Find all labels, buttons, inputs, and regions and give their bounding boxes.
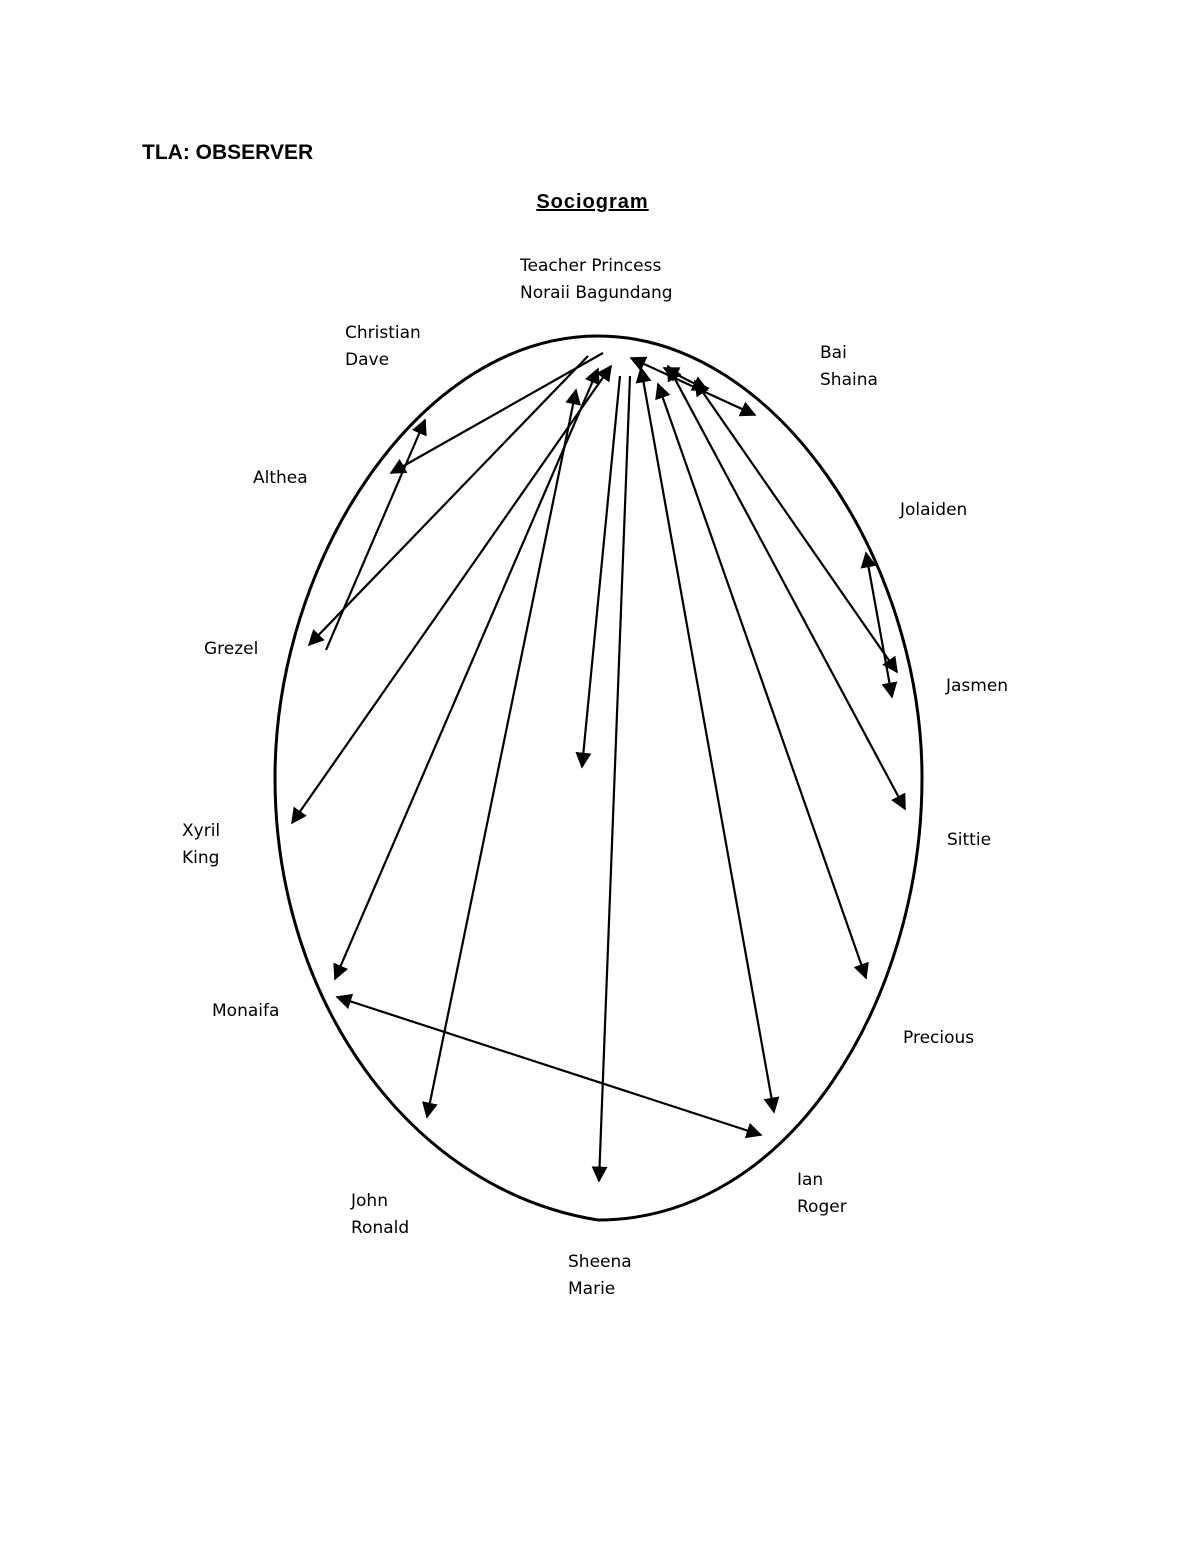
node-grezel: [204, 636, 258, 663]
arrow-teacher-precious: [658, 384, 866, 978]
node-bai: [820, 340, 878, 394]
arrow-teacher-xyril: [292, 366, 611, 823]
node-label-line: Ian: [797, 1170, 824, 1190]
node-label-line: Althea: [253, 468, 308, 488]
arrow-teacher-sheena: [599, 376, 630, 1181]
node-label-line: Shaina: [820, 370, 878, 390]
arrow-jolaiden-jasmen: [866, 553, 892, 697]
node-jasmen: [946, 673, 1008, 700]
node-label-line: Christian: [345, 323, 421, 343]
node-label-line: Sheena: [568, 1252, 632, 1272]
node-label-line: Noraii Bagundang: [520, 283, 673, 303]
node-monaifa: [212, 998, 279, 1025]
node-label-line: Bai: [820, 343, 847, 363]
document-heading: TLA: OBSERVER: [142, 141, 314, 164]
node-xyril: [182, 818, 220, 872]
node-label-line: Teacher Princess: [520, 256, 662, 276]
arrow-teacher-jasmen: [695, 381, 897, 672]
arrow-althea-grezel: [326, 420, 425, 650]
node-label-line: Jolaiden: [900, 500, 968, 520]
node-john: [351, 1188, 409, 1242]
arrow-teacher-grezel: [309, 356, 588, 645]
diagram-title: Sociogram: [536, 191, 649, 213]
arrow-teacher-center: [582, 376, 620, 767]
node-label-line: Sittie: [947, 830, 992, 850]
node-precious: [903, 1025, 974, 1052]
group-ellipse: [275, 336, 922, 1220]
node-label-line: Xyril: [182, 821, 221, 841]
node-sittie: [947, 827, 991, 854]
node-label-line: Grezel: [204, 639, 259, 659]
arrow-teacher-bai-secondary: [664, 368, 707, 390]
connection-arrows: [292, 353, 905, 1181]
node-label-line: Dave: [345, 350, 390, 370]
node-sheena: [568, 1249, 632, 1303]
node-teacher: [520, 253, 673, 307]
arrow-teacher-ian: [641, 368, 774, 1112]
node-althea: [253, 465, 308, 492]
node-label-line: John: [351, 1191, 388, 1211]
arrow-teacher-monaifa: [335, 369, 598, 979]
node-ian: [797, 1167, 847, 1221]
node-christian: [345, 320, 421, 374]
node-label-line: Ronald: [351, 1218, 410, 1238]
node-label-line: King: [182, 848, 220, 868]
node-label-line: Precious: [903, 1028, 975, 1048]
arrow-teacher-bai: [631, 358, 755, 415]
node-label-line: Monaifa: [212, 1001, 280, 1021]
node-label-line: Roger: [797, 1197, 847, 1217]
node-label-line: Jasmen: [946, 676, 1009, 696]
node-label-line: Marie: [568, 1279, 616, 1299]
arrow-teacher-sittie: [668, 366, 905, 809]
node-jolaiden: [900, 497, 967, 524]
